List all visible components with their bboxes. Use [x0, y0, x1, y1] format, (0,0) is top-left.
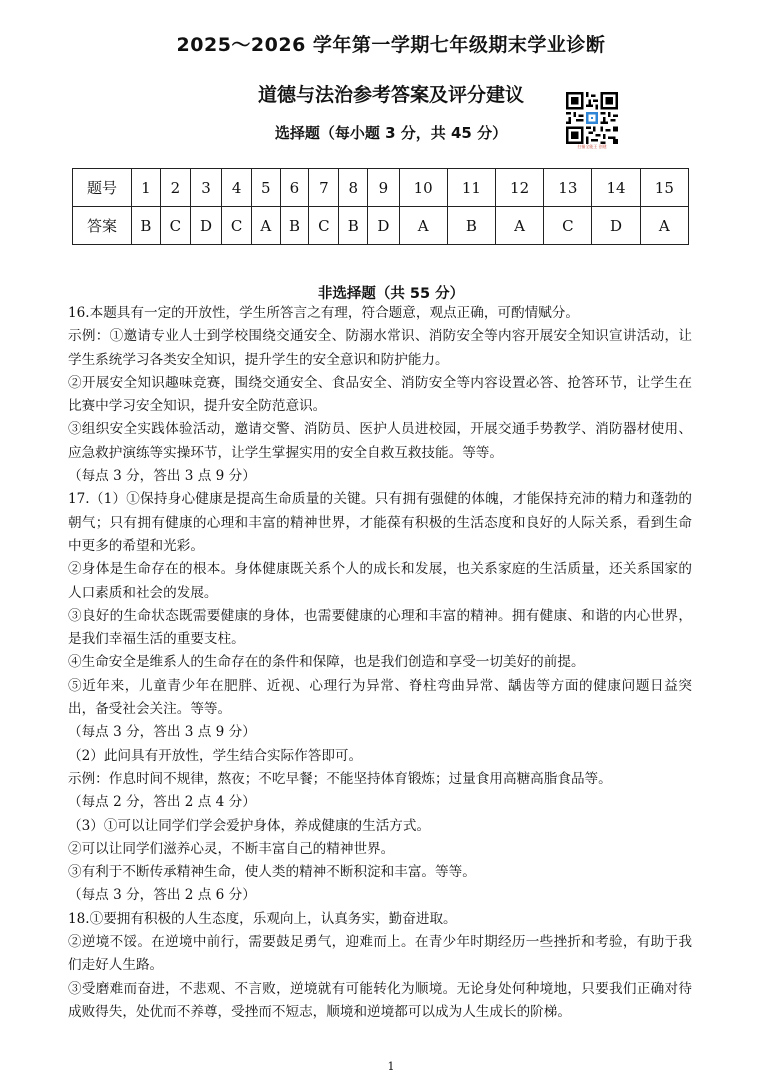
question-number: 8: [339, 169, 368, 207]
answer-cell: B: [447, 207, 495, 245]
question-number: 4: [222, 169, 252, 207]
question-number: 9: [368, 169, 399, 207]
question-number-row: [73, 169, 689, 207]
answer-cell: D: [368, 207, 399, 245]
paragraph: ②开展安全知识趣味竞赛，围绕交通安全、食品安全、消防安全等内容设置必答、抢答环节，让学生在比赛中学习安全知识，提升安全防范意识。: [68, 374, 692, 415]
answer-cell: C: [309, 207, 339, 245]
paragraph: ③有利于不断传承精神生命，使人类的精神不断积淀和丰富。等等。: [68, 864, 476, 881]
paragraph: ③良好的生命状态既需要健康的身体，也需要健康的心理和丰富的精神。拥有健康、和谐的内心世界，是我们幸福生活的重要支柱。: [68, 607, 692, 648]
answer-cell: A: [252, 207, 280, 245]
question-number: 14: [592, 169, 640, 207]
question-number: 13: [544, 169, 592, 207]
page-number: 1: [387, 1060, 395, 1073]
answer-cell: C: [544, 207, 592, 245]
question-number: 12: [495, 169, 543, 207]
row-label-number: 题号: [73, 169, 132, 207]
scoring-note: （每点 3 分，答出 3 点 9 分）: [68, 724, 256, 741]
multiple-choice-heading: 选择题（每小题 3 分，共 45 分）: [274, 124, 508, 142]
non-multiple-choice-heading: 非选择题（共 55 分）: [317, 286, 465, 302]
paragraph: ②可以让同学们滋养心灵，不断丰富自己的精神世界。: [68, 840, 395, 857]
answer-cell: B: [280, 207, 309, 245]
paragraph: ④生命安全是维系人的生命存在的条件和保障，也是我们创造和享受一切美好的前提。: [68, 654, 585, 671]
paragraph: ②身体是生命存在的根本。身体健康既关系个人的成长和发展，也关系家庭的生活质量，还关系国家的人口素质和社会的发展。: [68, 561, 692, 601]
document-title: 2025～2026 学年第一学期七年级期末学业诊断: [176, 34, 606, 56]
answer-cell: B: [339, 207, 368, 245]
question-number: 6: [280, 169, 309, 207]
answer-body: [68, 302, 692, 1024]
paragraph: 17.（1）①保持身心健康是提高生命质量的关键。只有拥有强健的体魄，才能保持充沛的精力和蓬勃的朝气；只有拥有健康的心理和丰富的精神世界，才能葆有积极的生活态度和良好的人际关系，看到生命中更多的希望和光彩。: [68, 491, 692, 554]
question-number: 15: [640, 169, 688, 207]
question-number: 1: [132, 169, 161, 207]
document-subtitle: 道德与法治参考答案及评分建议: [257, 84, 524, 106]
paragraph: （3）①可以让同学们学会爱护身体，养成健康的生活方式。: [68, 817, 431, 834]
scoring-note: （每点 3 分，答出 2 点 6 分）: [68, 887, 256, 904]
answer-cell: D: [190, 207, 221, 245]
scoring-note: （每点 3 分，答出 3 点 9 分）: [68, 468, 256, 485]
answer-cell: A: [640, 207, 688, 245]
paragraph: ③组织安全实践体验活动，邀请交警、消防员、医护人员进校园，开展交通手势教学、消防器材使用、应急救护演练等实操环节，让学生掌握实用的安全自救互救技能。等等。: [68, 421, 692, 461]
paragraph: ⑤近年来，儿童青少年在肥胖、近视、心理行为异常、脊柱弯曲异常、龋齿等方面的健康问题日益突出，备受社会关注。等等。: [68, 677, 692, 718]
question-number: 2: [160, 169, 190, 207]
answer-row: [73, 207, 689, 245]
question-number: 5: [252, 169, 280, 207]
answer-cell: B: [132, 207, 161, 245]
question-number: 11: [447, 169, 495, 207]
question-number: 10: [399, 169, 447, 207]
paragraph: 16.本题具有一定的开放性，学生所答言之有理，符合题意，观点正确，可酌情赋分。: [68, 305, 579, 321]
qr-caption: 扫描全能王 创建: [577, 144, 607, 149]
question-number: 3: [190, 169, 221, 207]
paragraph: 示例：作息时间不规律，熬夜；不吃早餐；不能坚持体育锻炼；过量食用高糖高脂食品等。: [68, 770, 612, 787]
answer-cell: C: [222, 207, 252, 245]
answer-cell: A: [495, 207, 543, 245]
scoring-note: （每点 2 分，答出 2 点 4 分）: [68, 794, 256, 811]
row-label-answer: 答案: [73, 207, 132, 245]
paragraph: ②逆境不馁。在逆境中前行，需要鼓足勇气，迎难而上。在青少年时期经历一些挫折和考验，有助于我们走好人生路。: [68, 934, 692, 974]
answer-cell: A: [399, 207, 447, 245]
answer-table: [72, 168, 689, 245]
answer-cell: D: [592, 207, 640, 245]
paragraph: （2）此问具有开放性，学生结合实际作答即可。: [68, 747, 363, 764]
question-number: 7: [309, 169, 339, 207]
paragraph: 18.①要拥有积极的人生态度，乐观向上，认真务实，勤奋进取。: [68, 910, 457, 927]
paragraph: 示例：①邀请专业人士到学校围绕交通安全、防溺水常识、消防安全等内容开展安全知识宣讲活动，让学生系统学习各类安全知识，提升学生的安全意识和防护能力。: [68, 328, 692, 368]
answer-cell: C: [160, 207, 190, 245]
paragraph: ③受磨难而奋进，不悲观、不言败，逆境就有可能转化为顺境。无论身处何种境地，只要我们正确对待成败得失，处优而不养尊，受挫而不短志，顺境和逆境都可以成为人生成长的阶梯。: [68, 980, 692, 1020]
